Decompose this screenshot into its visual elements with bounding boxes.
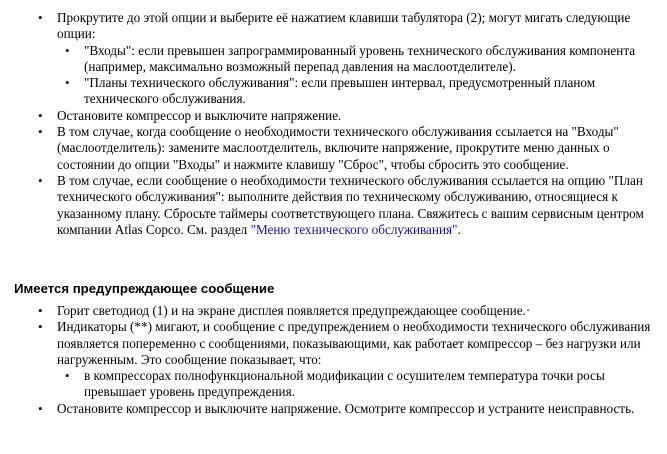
list-item (38, 172, 652, 238)
bullet: • (65, 368, 70, 384)
sub-list-item (65, 42, 644, 76)
list-item-text: Индикаторы (**) мигают, и сообщение с предупреждением о необходимости технического обслуживания появляется попеременно с сообщениями, показывающими, как работает компрессор – без нагрузки или нагруженным. Это сообщение показывает, что: (57, 319, 651, 367)
list-item-text: Прокрутите до этой опции и выберите её нажатием клавиши табулятора (2); могут мигать следующие опции: (57, 10, 631, 42)
list-item-text: "Планы технического обслуживания": если превышен интервал, предусмотренный планом технического обслуживания. (84, 75, 596, 107)
sub-list-item (65, 368, 644, 401)
list-item-text-tail: . (457, 221, 461, 237)
bullet: • (38, 124, 43, 140)
bullet: • (38, 107, 43, 123)
list-item-text: Горит светодиод (1) и на экране дисплея появляется предупреждающее сообщение.· (57, 303, 531, 318)
maintenance-list (0, 10, 652, 238)
section-heading: Имеется предупреждающее сообщение (14, 281, 275, 296)
list-item (38, 10, 652, 43)
bullet: • (65, 75, 70, 91)
maintenance-menu-link[interactable]: "Меню технического обслуживания" (250, 221, 458, 237)
bullet: • (38, 400, 43, 416)
list-item-text: в компрессорах полнофункциональной модификации с осушителем температура точки росы превышает уровень предупреждения. (84, 368, 605, 400)
list-item-text: Остановите компрессор и выключите напряжение. Осмотрите компрессор и устраните неисправность. (57, 400, 635, 416)
bullet: • (38, 303, 43, 318)
bullet: • (38, 319, 43, 335)
list-item-text: В том случае, если сообщение о необходимости технического обслуживания ссылается на опцию "План технического обслуживания": выполните действия по техническому обслуживанию, относящиеся к указанному плану. Сбросьте таймеры соответствующего плана. Свяжитесь с вашим сервисным центром компании Atlas Copco. См. раздел (57, 172, 644, 237)
list-item (38, 400, 652, 417)
list-item (38, 319, 652, 368)
list-item (38, 303, 652, 319)
bullet: • (65, 42, 70, 58)
list-item (38, 124, 652, 173)
sub-list-item (65, 75, 644, 108)
bullet: • (38, 10, 43, 25)
list-item-text: В том случае, когда сообщение о необходимости технического обслуживания ссылается на "Входы" (маслоотделитель): замените маслоотделитель, включите напряжение, прокрутите меню данных о состоянии до опции "Входы" и нажмите клавишу "Сброс", чтобы сбросить это сообщение. (57, 124, 619, 172)
list-item (38, 107, 652, 124)
list-item-text: Остановите компрессор и выключите напряжение. (57, 107, 342, 123)
warning-list (0, 303, 652, 417)
bullet: • (38, 172, 43, 188)
list-item-text: "Входы": если превышен запрограммированный уровень технического обслуживания компонента (например, максимально возможный перепад давления на маслоотделителе). (84, 42, 636, 74)
